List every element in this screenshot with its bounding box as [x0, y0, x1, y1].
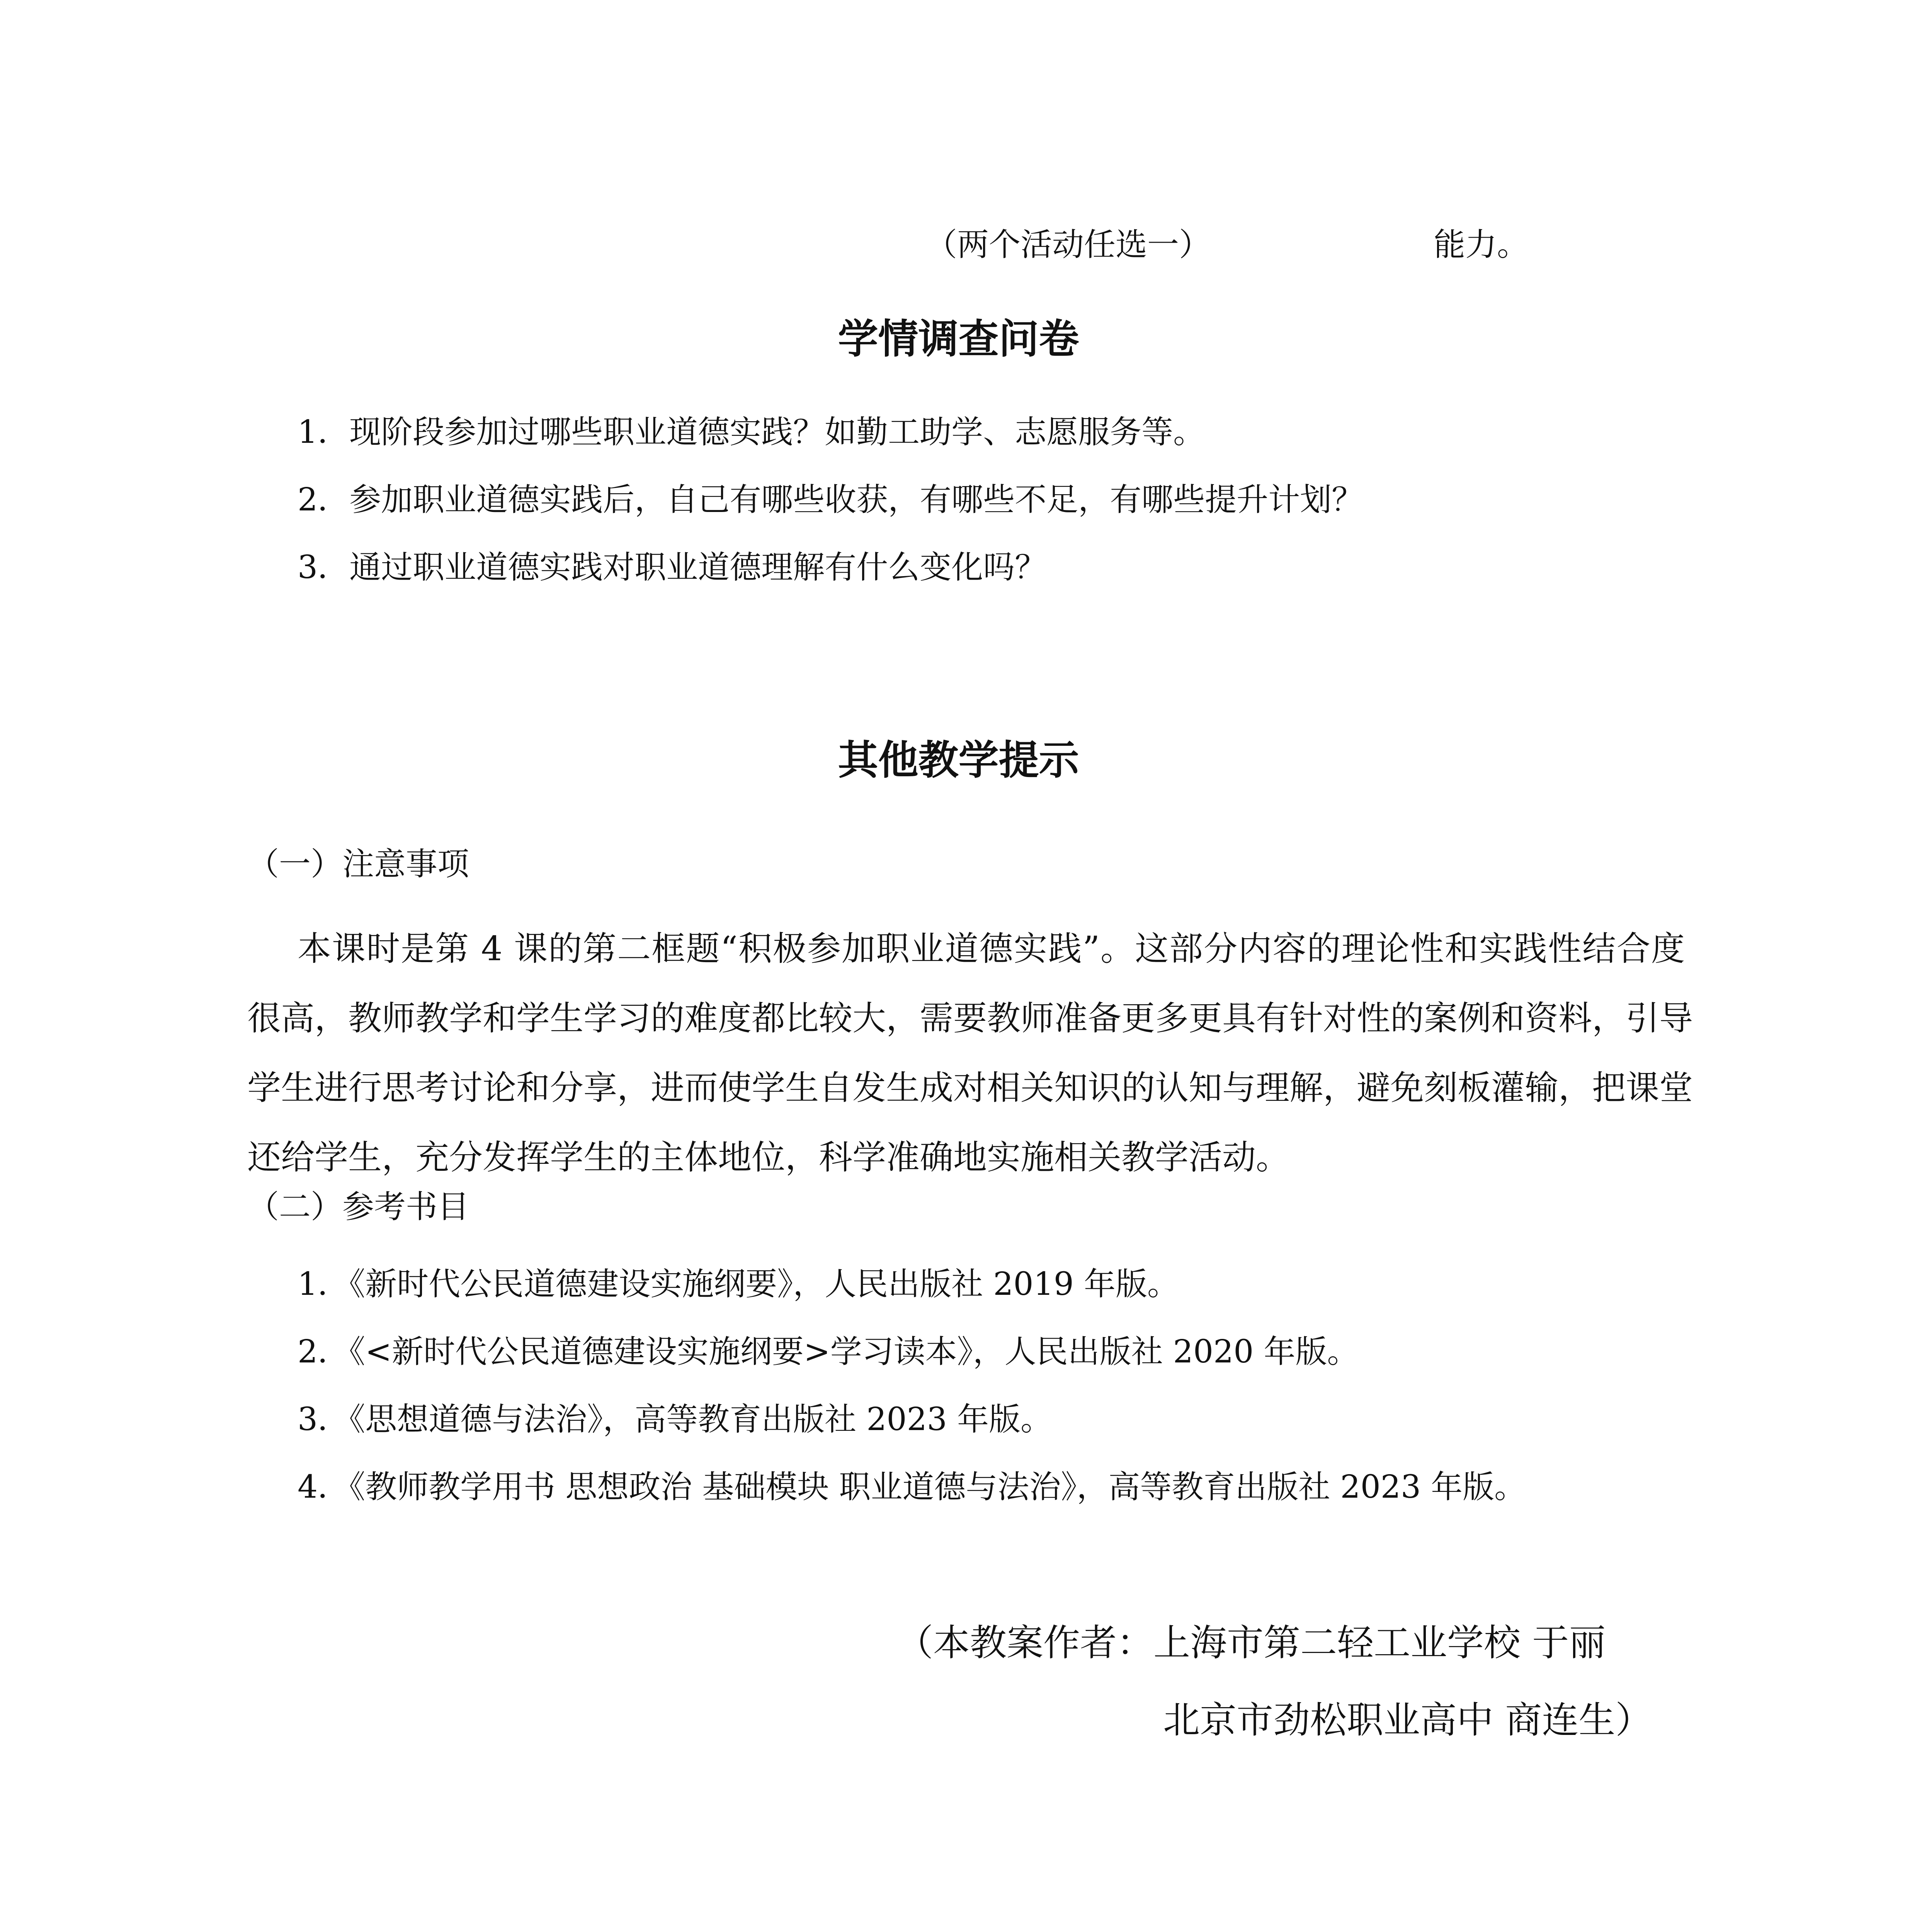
author-line-1: （本教案作者：上海市第二轻工业学校 于丽: [896, 1622, 1606, 1664]
notes-line-1: 本课时是第 4 课的第二框题“积极参加职业道德实践”。这部分内容的理论性和实践性结合度: [298, 929, 1685, 968]
notes-line-4: 还给学生，充分发挥学生的主体地位，科学准确地实施相关教学活动。: [247, 1138, 1289, 1177]
reference-3: 3．《思想道德与法治》，高等教育出版社 2023 年版。: [298, 1401, 1052, 1438]
survey-question-3: 3．通过职业道德实践对职业道德理解有什么变化吗？: [298, 549, 1047, 586]
reference-2: 2．《<新时代公民道德建设实施纲要>学习读本》，人民出版社 2020 年版。: [298, 1333, 1359, 1370]
notes-paragraph: [247, 914, 1693, 1192]
survey-title: 学情调查问卷: [838, 315, 1079, 362]
reference-4: 4．《教师教学用书 思想政治 基础模块 职业道德与法治》，高等教育出版社 2023 年版。: [298, 1469, 1526, 1505]
author-line-2: 北京市劲松职业高中 商连生）: [1163, 1699, 1652, 1742]
tips-title: 其他教学提示: [838, 736, 1079, 784]
survey-question-1: 1．现阶段参加过哪些职业道德实践？如勤工助学、志愿服务等。: [298, 414, 1205, 451]
refs-heading: （二）参考书目: [247, 1189, 469, 1225]
notes-line-2: 很高，教师教学和学生学习的难度都比较大，需要教师准备更多更具有针对性的案例和资料，引导: [247, 998, 1693, 1038]
notes-line-3: 学生进行思考讨论和分享，进而使学生自发生成对相关知识的认知与理解，避免刻板灌输，把课堂: [247, 1068, 1693, 1107]
reference-1: 1．《新时代公民道德建设实施纲要》，人民出版社 2019 年版。: [298, 1266, 1179, 1303]
survey-question-2: 2．参加职业道德实践后，自己有哪些收获，有哪些不足，有哪些提升计划？: [298, 481, 1364, 518]
ability-text: 能力。: [1434, 226, 1529, 263]
option-note: （两个活动任选一）: [925, 226, 1211, 263]
notes-heading: （一）注意事项: [247, 846, 469, 883]
